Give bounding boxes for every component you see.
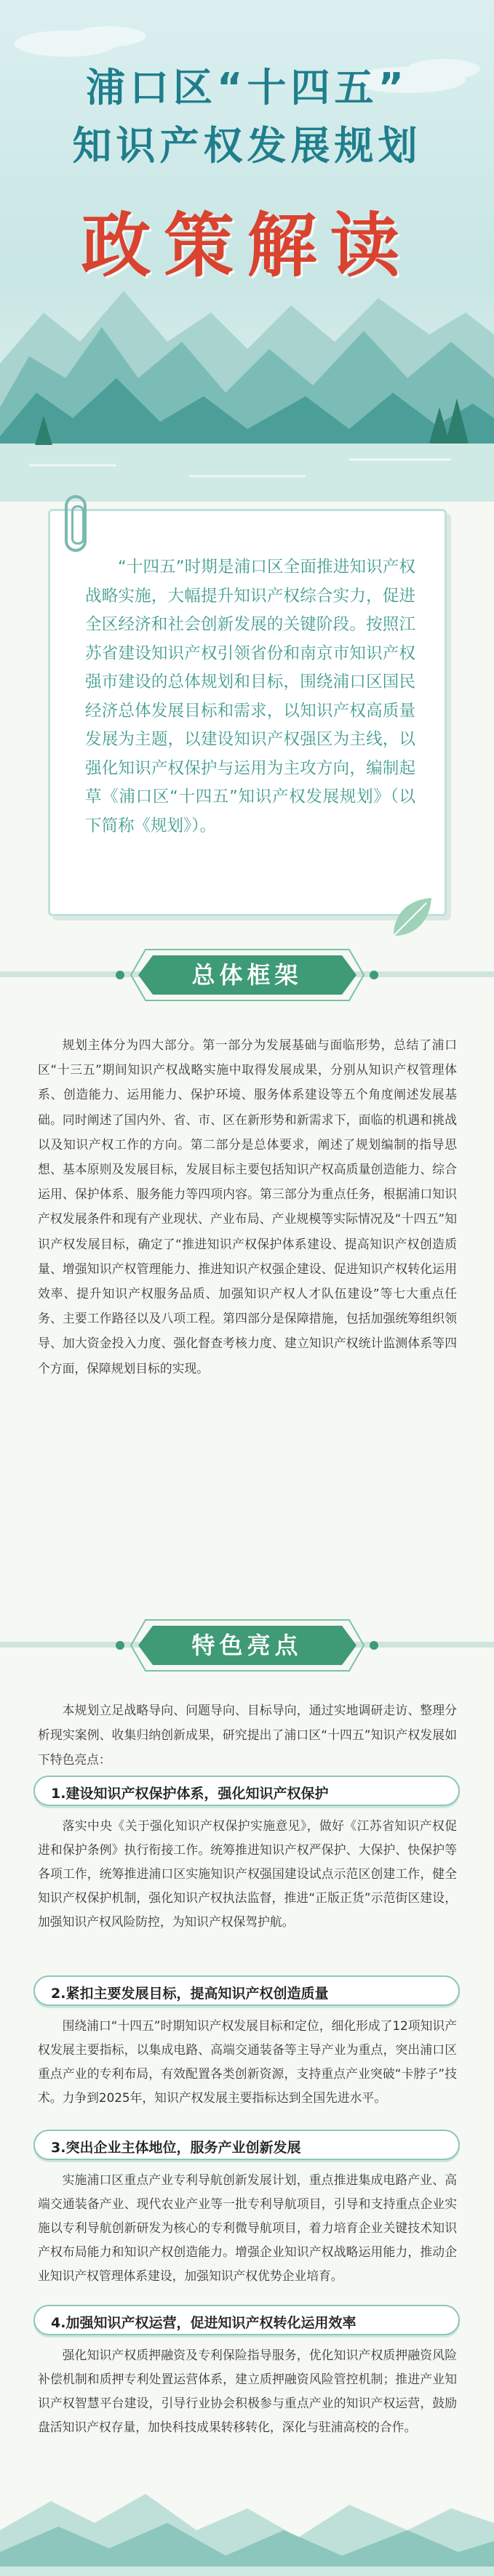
highlight-3-heading-text: 3.突出企业主体地位，服务产业创新发展 xyxy=(51,2140,301,2156)
policy-interpretation-title: 政策解读 xyxy=(81,204,413,286)
hero-header xyxy=(0,0,494,502)
highlight-1-heading-text: 1.建设知识产权保护体系，强化知识产权保护 xyxy=(51,1786,329,1802)
highlight-2-paragraph: 围绕浦口“十四五”时期知识产权发展目标和定位，细化形成了12项知识产权发展主要指标，以集成电路、高端交通装备等主导产业为重点，突出浦口区重点产业的专利布局，有效配置各类创新资源，支持重点产业突破“卡脖子”技术。力争到2025年，知识产权发展主要指标达到全国先进水平。 xyxy=(38,2018,457,2105)
framework-banner-title: 总体框架 xyxy=(191,961,303,989)
highlight-4-heading xyxy=(33,2305,460,2335)
highlight-4-heading-text: 4.加强知识产权运营，促进知识产权转化运用效率 xyxy=(51,2315,356,2331)
highlight-2-heading-text: 2.紧扣主要发展目标，提高知识产权创造质量 xyxy=(51,1986,329,2002)
highlight-2-heading xyxy=(33,1975,460,2006)
intro-paragraph: “十四五”时期是浦口区全面推进知识产权战略实施，大幅提升知识产权综合实力，促进全区经济和社会创新发展的关键阶段。按照江苏省建设知识产权引领省份和南京市知识产权强市建设的总体规划和目标，围绕浦口区国民经济总体发展目标和需求，以知识产权高质量发展为主题，以建设知识产权强区为主线，以强化知识产权保护与运用为主攻方向，编制起草《浦口区“十四五”知识产权发展规划》（以下简称《规划》）。 xyxy=(85,558,415,835)
highlight-4-paragraph: 强化知识产权质押融资及专利保险指导服务，优化知识产权质押融资风险补偿机制和质押专利处置运营体系，建立质押融资风险管控机制；推进产业知识产权智慧平台建设，引导行业协会积极参与重点产业的知识产权运营，鼓励盘活知识产权存量，加快科技成果转移转化，深化与驻浦高校的合作。 xyxy=(38,2348,457,2434)
highlight-1-heading xyxy=(33,1775,460,1806)
intro-card xyxy=(48,509,447,916)
highlight-3-paragraph: 实施浦口区重点产业专利导航创新发展计划，重点推进集成电路产业、高端交通装备产业、现代农业产业等一批专利导航项目，引导和支持重点企业实施以专利导航创新研发为核心的专利微导航项目，着力培育企业关键技术知识产权布局能力和知识产权创造能力。增强企业知识产权战略运用能力，推动企业知识产权管理体系建设，加强知识产权优势企业培育。 xyxy=(38,2172,457,2283)
highlight-1-paragraph: 落实中央《关于强化知识产权保护实施意见》，做好《江苏省知识产权促进和保护条例》执行衔接工作。统筹推进知识产权严保护、大保护、快保护等各项工作，统筹推进浦口区实施知识产权强国建设试点示范区创建工作，健全知识产权保护机制，强化知识产权执法监督，推进“正版正货”示范街区建设，加强知识产权风险防控，为知识产权保驾护航。 xyxy=(38,1818,457,1929)
framework-banner xyxy=(0,942,494,1008)
highlights-intro-paragraph: 本规划立足战略导向、问题导向、目标导向，通过实地调研走访、整理分析现实案例、收集归纳创新成果，研究提出了浦口区“十四五”知识产权发展如下特色亮点： xyxy=(38,1703,457,1768)
bottom-mountain-illustration xyxy=(0,2421,494,2576)
framework-paragraph: 规划主体分为四大部分。第一部分为发展基础与面临形势，总结了浦口区“十三五”期间知识产权战略实施中取得发展成果，分别从知识产权管理体系、创造能力、运用能力、保护环境、服务体系建设等五个角度阐述发展基础。同时阐述了国内外、省、市、区在新形势和新需求下，面临的机遇和挑战以及知识产权工作的方向。第二部分是总体要求，阐述了规划编制的指导思想、基本原则及发展目标，发展目标主要包括知识产权高质量创造能力、综合运用、保护体系、服务能力等四项内容。第三部分为重点任务，根据浦口知识产权发展条件和现有产业现状、产业布局、产业规模等实际情况及“十四五”知识产权发展目标，确定了“推进知识产权保护体系建设、提高知识产权创造质量、增强知识产权管理能力、推进知识产权强企建设、促进知识产权转化运用效率、提升知识产权服务品质、加强知识产权人才队伍建设”等七大重点任务、主要工作路径以及八项工程。第四部分是保障措施，包括加强统筹组织领导、加大资金投入力度、强化督查考核力度、建立知识产权统计监测体系等四个方面，保障规划目标的实现。 xyxy=(38,1038,457,1376)
highlights-banner-title: 特色亮点 xyxy=(191,1632,303,1659)
highlight-3-heading xyxy=(33,2130,460,2160)
page-title-line-1: 浦口区“十四五” xyxy=(86,65,408,111)
leaf-decoration-icon xyxy=(386,892,437,943)
highlights-banner xyxy=(0,1613,494,1678)
page-title-line-2: 知识产权发展规划 xyxy=(72,123,422,169)
paper-clip-icon xyxy=(65,495,87,552)
